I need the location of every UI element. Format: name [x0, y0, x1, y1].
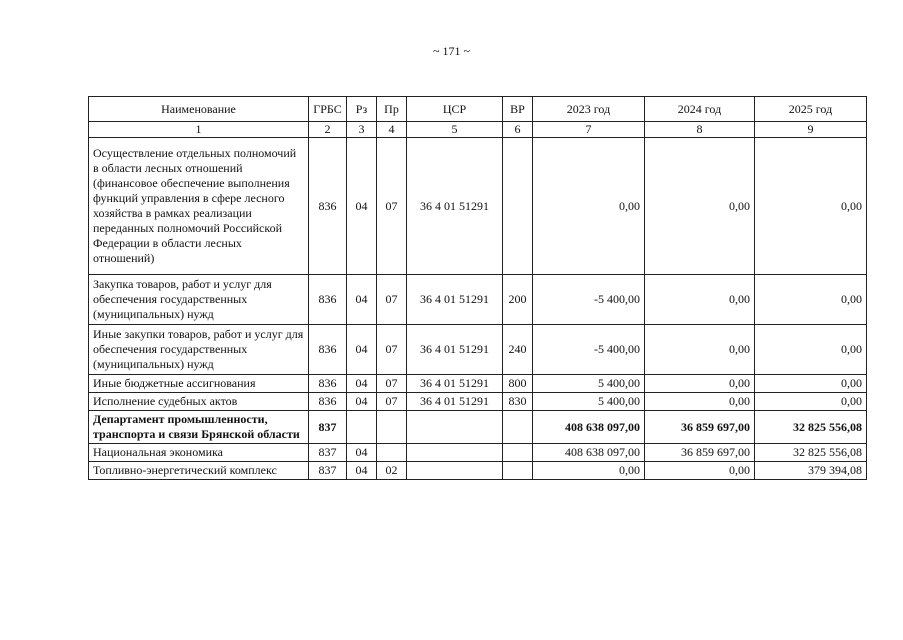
- cell-2023: -5 400,00: [533, 325, 645, 375]
- cell-name: Исполнение судебных актов: [89, 393, 309, 411]
- cell-2023: 5 400,00: [533, 393, 645, 411]
- cell-grbs: 836: [309, 138, 347, 275]
- column-number: 4: [377, 122, 407, 138]
- cell-vr: [503, 411, 533, 444]
- cell-rz: 04: [347, 375, 377, 393]
- table-row: [89, 375, 867, 393]
- column-number: 2: [309, 122, 347, 138]
- cell-rz: [347, 411, 377, 444]
- cell-vr: 200: [503, 275, 533, 325]
- table-row: [89, 393, 867, 411]
- cell-pr: 07: [377, 275, 407, 325]
- cell-csr: 36 4 01 51291: [407, 325, 503, 375]
- cell-vr: [503, 138, 533, 275]
- cell-name: Иные закупки товаров, работ и услуг для обеспечения государственных (муниципальных) нужд: [89, 325, 309, 375]
- column-number: 6: [503, 122, 533, 138]
- cell-2024: 0,00: [645, 275, 755, 325]
- cell-2023: 408 638 097,00: [533, 411, 645, 444]
- cell-name: Иные бюджетные ассигнования: [89, 375, 309, 393]
- cell-csr: 36 4 01 51291: [407, 275, 503, 325]
- cell-2023: 0,00: [533, 138, 645, 275]
- cell-2024: 36 859 697,00: [645, 444, 755, 462]
- cell-rz: 04: [347, 462, 377, 480]
- cell-2025: 0,00: [755, 325, 867, 375]
- table-row: [89, 444, 867, 462]
- cell-csr: [407, 462, 503, 480]
- cell-2024: 36 859 697,00: [645, 411, 755, 444]
- cell-vr: [503, 444, 533, 462]
- cell-vr: 800: [503, 375, 533, 393]
- cell-2023: -5 400,00: [533, 275, 645, 325]
- cell-pr: 02: [377, 462, 407, 480]
- cell-rz: 04: [347, 275, 377, 325]
- column-number: 1: [89, 122, 309, 138]
- cell-2025: 0,00: [755, 393, 867, 411]
- cell-csr: [407, 444, 503, 462]
- cell-rz: 04: [347, 393, 377, 411]
- table-row: [89, 325, 867, 375]
- cell-pr: 07: [377, 393, 407, 411]
- column-number: 8: [645, 122, 755, 138]
- cell-vr: 240: [503, 325, 533, 375]
- column-number: 7: [533, 122, 645, 138]
- cell-2025: 32 825 556,08: [755, 444, 867, 462]
- cell-pr: [377, 444, 407, 462]
- cell-vr: 830: [503, 393, 533, 411]
- page-number: ~ 171 ~: [433, 44, 470, 58]
- column-number-row: [89, 122, 867, 138]
- cell-csr: 36 4 01 51291: [407, 375, 503, 393]
- cell-pr: 07: [377, 375, 407, 393]
- cell-grbs: 836: [309, 375, 347, 393]
- cell-2024: 0,00: [645, 462, 755, 480]
- cell-name: Топливно-энергетический комплекс: [89, 462, 309, 480]
- cell-pr: [377, 411, 407, 444]
- cell-grbs: 836: [309, 393, 347, 411]
- table-row: [89, 138, 867, 275]
- cell-2023: 0,00: [533, 462, 645, 480]
- cell-2025: 0,00: [755, 275, 867, 325]
- cell-2025: 32 825 556,08: [755, 411, 867, 444]
- cell-2025: 0,00: [755, 138, 867, 275]
- cell-2024: 0,00: [645, 138, 755, 275]
- cell-2024: 0,00: [645, 325, 755, 375]
- column-number: 5: [407, 122, 503, 138]
- header-grbs: ГРБС: [309, 97, 347, 122]
- cell-rz: 04: [347, 325, 377, 375]
- cell-name: Национальная экономика: [89, 444, 309, 462]
- header-row: [89, 97, 867, 122]
- cell-2025: 0,00: [755, 375, 867, 393]
- cell-csr: 36 4 01 51291: [407, 138, 503, 275]
- cell-name: Осуществление отдельных полномочий в области лесных отношений (финансовое обеспечение выполнения функций управления в сфере лесного хозяйства в рамках реализации переданных полномочий Российской Федерации в области лесных отношений): [89, 138, 309, 275]
- cell-pr: 07: [377, 325, 407, 375]
- cell-grbs: 837: [309, 462, 347, 480]
- cell-csr: 36 4 01 51291: [407, 393, 503, 411]
- cell-csr: [407, 411, 503, 444]
- cell-grbs: 836: [309, 275, 347, 325]
- cell-2023: 5 400,00: [533, 375, 645, 393]
- cell-2025: 379 394,08: [755, 462, 867, 480]
- cell-vr: [503, 462, 533, 480]
- table-row: [89, 462, 867, 480]
- header-vr: ВР: [503, 97, 533, 122]
- header-pr: Пр: [377, 97, 407, 122]
- column-number: 9: [755, 122, 867, 138]
- budget-table: [88, 96, 867, 480]
- cell-2024: 0,00: [645, 393, 755, 411]
- cell-grbs: 837: [309, 444, 347, 462]
- header-2024: 2024 год: [645, 97, 755, 122]
- cell-name: Департамент промышленности, транспорта и связи Брянской области: [89, 411, 309, 444]
- cell-grbs: 836: [309, 325, 347, 375]
- table-body: [89, 138, 867, 480]
- cell-2023: 408 638 097,00: [533, 444, 645, 462]
- table-row: [89, 275, 867, 325]
- header-csr: ЦСР: [407, 97, 503, 122]
- column-number: 3: [347, 122, 377, 138]
- cell-2024: 0,00: [645, 375, 755, 393]
- cell-name: Закупка товаров, работ и услуг для обеспечения государственных (муниципальных) нужд: [89, 275, 309, 325]
- cell-rz: 04: [347, 138, 377, 275]
- cell-rz: 04: [347, 444, 377, 462]
- cell-grbs: 837: [309, 411, 347, 444]
- header-name: Наименование: [89, 97, 309, 122]
- cell-pr: 07: [377, 138, 407, 275]
- header-rz: Рз: [347, 97, 377, 122]
- table-row: [89, 411, 867, 444]
- header-2025: 2025 год: [755, 97, 867, 122]
- header-2023: 2023 год: [533, 97, 645, 122]
